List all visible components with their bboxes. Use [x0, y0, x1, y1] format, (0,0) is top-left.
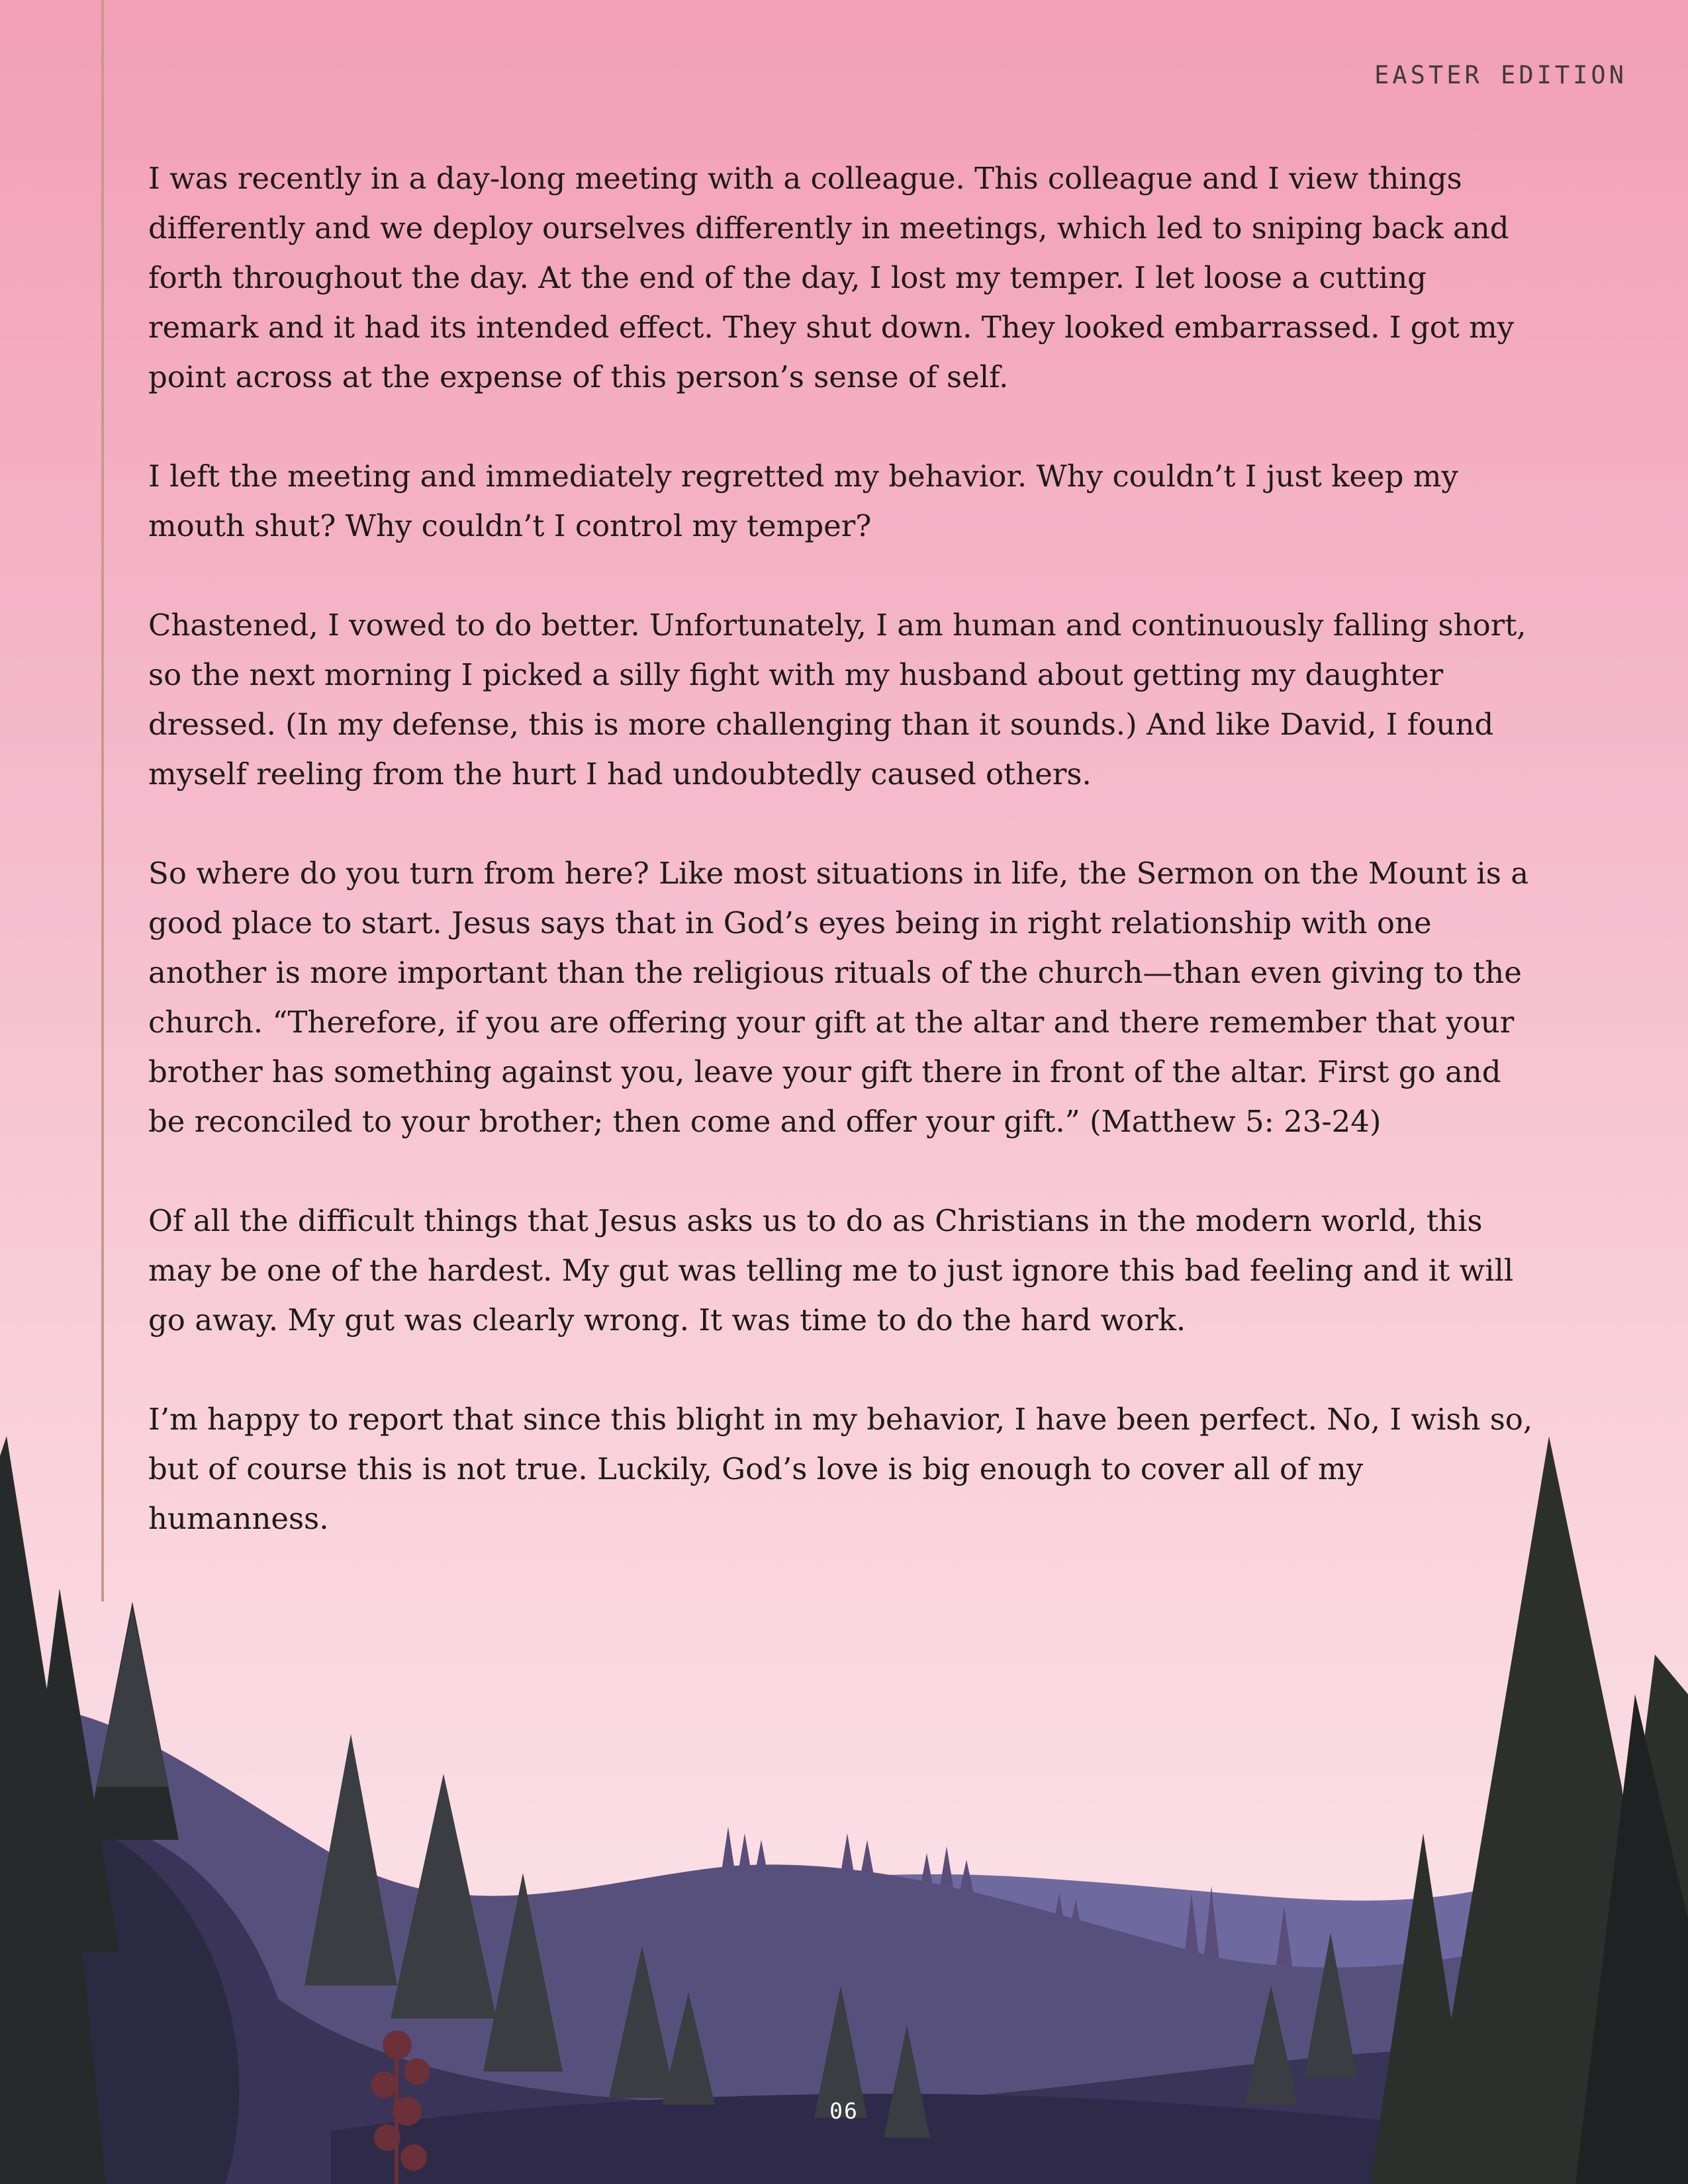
foreground-left-trees-light: [96, 1608, 169, 1787]
paragraph-3: Chastened, I vowed to do better. Unfortunately, I am human and continuously falling short, so the next morning I picked a silly fight with my husband about getting my daughter dressed. (In my defense, this is more challenging than it sounds.) And like David, I found myself reeling from the hurt I had undoubtedly caused others.: [148, 608, 1526, 792]
paragraph-4: So where do you turn from here? Like most situations in life, the Sermon on the Mount is a good place to start. Jesus says that in God’s eyes being in right relationship with one another is more important than the religious rituals of the church—than even giving to the church. “Therefore, if you are offering your gift at the altar and there remember that your brother has something against you, leave your gift there in front of the altar. First go and be reconciled to your brother; then come and offer your gift.” (Matthew 5: 23-24): [148, 856, 1529, 1139]
page-number: 06: [829, 2098, 859, 2124]
paragraph-1: I was recently in a day-long meeting with a colleague. This colleague and I view things differently and we deploy ourselves differently in meetings, which led to sniping back and forth throughout the day. At the end of the day, I lost my temper. I let loose a cutting remark and it had its intended effect. They shut down. They looked embarrassed. I got my point across at the expense of this person’s sense of self.: [148, 161, 1515, 394]
article-body: [148, 154, 1545, 1593]
paragraph-2: I left the meeting and immediately regretted my behavior. Why couldn’t I just keep my mouth shut? Why couldn’t I control my temper?: [148, 459, 1458, 543]
paragraph-5: Of all the difficult things that Jesus asks us to do as Christians in the modern world, this may be one of the hardest. My gut was telling me to just ignore this bad feeling and it will go away. My gut was clearly wrong. It was time to do the hard work.: [148, 1203, 1514, 1338]
margin-rule: [101, 0, 104, 1602]
paragraph-6: I’m happy to report that since this blight in my behavior, I have been perfect. No, I wish so, but of course this is not true. Luckily, God’s love is big enough to cover all of my humanness.: [148, 1402, 1533, 1536]
edition-label: EASTER EDITION: [1374, 61, 1627, 89]
